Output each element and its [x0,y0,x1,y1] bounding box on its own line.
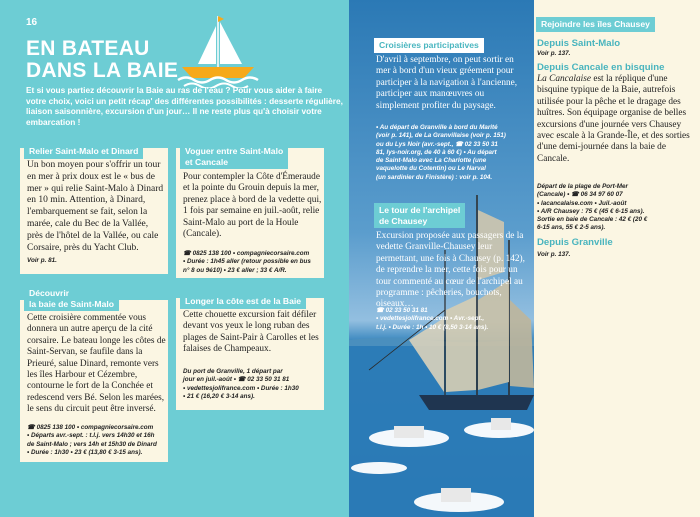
croisieres-body: D'avril à septembre, on peut sortir en mer à bord d'un vieux gréement pour participer à la navigation à l'ancienne, participer aux manœuvres ou simplement profiter du paysage. [376,55,518,111]
sub-cancale: Depuis Cancale en bisquine [537,62,665,73]
ref-saint-malo: Voir p. 137. [537,50,571,57]
left-page [0,0,349,517]
longer-info: Du port de Granville, 1 départ par jour en juil.-août • ☎ 02 33 50 31 81 • vedettesjolifrance.com • Durée : 1h30 • 21 € (16,20 € 3-14 ans). [183,368,299,400]
heading-longer: Longer la côte est de la Baie [180,294,306,309]
heading-rejoindre: Rejoindre les îles Chausey [536,17,655,32]
heading-tour: Le tour de l'archipel de Chausey [374,203,465,228]
decouvrir-info: ☎ 0825 138 100 • compagniecorsaire.com • Départs avr.-sept. : t.l.j. vers 14h30 et 16h de Saint-Malo ; vers 14h et 15h30 de Dinard • Durée : 1h30 • 23 € (13,80 € 3-15 ans). [27,424,157,456]
heading-relier: Relier Saint-Malo et Dinard [24,144,143,159]
voguer-body: Pour contempler la Côte d'Émeraude et la pointe du Grouin depuis la mer, prenez place à bord de la vedette qui, 1 fois par semaine en juil.-août, relie Saint-Malo au port de la Houle (Cancale). [183,172,322,240]
tour-body: Excursion proposée aux passagers de la vedette Granville-Chausey leur permettant, une fois à Chausey (p. 142), de reprendre la mer, cette fois pour un tour commenté au cœur de l'archipel au programme : pêcheries, bouchots, oiseaux… [376,231,525,310]
croisieres-info: • Au départ de Granville à bord du Marité (voir p. 141), de La Granvillaise (voir p. 151) ou du Lys Noir (avr.-sept., ☎ 02 33 50 31 81, lys-noir.org, de 40 à 60 €) • Au départ de Saint-Malo avec La Charlotte (une vaquelotte du Cotentin) ou Le Narval (un sardinier du Finistère) : voir p. 104. [376,124,506,181]
cancale-info: Départ de la plage de Port-Mer (Cancale) • ☎ 06 34 97 60 07 • lacancalaise.com • Juil.-août • A/R Chausey : 75 € (45 € 6-15 ans). Sortie en baie de Cancale : 42 € (20 € 6-15 ans, 55 € 2-5 ans). [537,183,648,232]
voguer-info: ☎ 0825 138 100 • compagniecorsaire.com • Durée : 1h45 aller (retour possible en bus n° 8 ou 9é10) • 23 € aller ; 33 € A/R. [183,250,311,274]
heading-voguer: Voguer entre Saint-Malo et Cancale [180,144,288,169]
page-number: 16 [26,17,38,28]
tour-info: ☎ 02 33 50 31 81 • vedettesjolifrance.com • Avr.-sept., t.l.j. • Durée : 1h • 10 € (8,50 3-14 ans). [376,307,489,331]
sub-saint-malo: Depuis Saint-Malo [537,38,621,49]
decouvrir-body: Cette croisière commentée vous donnera un autre aperçu de la cité corsaire. Le bateau longe les côtes de Saint-Servan, se faufile dans la Prieuré, salue Dinard, remonte vers les îles Harbour et Cézembre, contourne le fort de la Conchée et redescend vers Bé. Selon les marées, le sens du circuit peut être inversé. [27,313,166,415]
sub-granville: Depuis Granville [537,237,613,248]
cancale-body: La Cancalaise est la réplique d'une bisquine typique de la Baie, autrefois utilisée pour la pêche et le dragage des huîtres. Son équipage organise de belles excursions d'une journée vers Chausey avec escale à la Grande-Île, et des sorties d'une demi-journée dans la baie de Cancale. [537,74,690,164]
right-page [349,0,700,517]
sailboat-icon [176,12,260,88]
heading-decouvrir: Découvrir la baie de Saint-Malo [24,286,119,311]
ref-granville: Voir p. 137. [537,251,571,258]
relier-body: Un bon moyen pour s'offrir un tour en mer à prix doux est le « bus de mer » qui relie Saint-Malo à Dinard en 10 min. Attention, à Dinard, l'embarquement se fait, selon la marée, cale du Bec de la Vallée, près de l'hôtel de la Vallée, ou cale Corsaire, près du Yacht Club. Voir p. 81. [27,160,164,265]
heading-croisieres: Croisières participatives [374,38,484,53]
intro-text: Et si vous partiez découvrir la Baie au ras de l'eau ? Pour vous aider à faire votre choix, voici un petit récap' des différentes possibilités : desserte régulière, liaison saisonnière, excursion d'un jour… Il ne reste plus qu'à choisir votre embarcation ! [26,85,343,127]
page-title: EN BATEAU DANS LA BAIE [26,37,179,82]
longer-body: Cette chouette excursion fait défiler devant vos yeux le long ruban des plages de Saint-Pair à Carolles et les falaises de Champeaux. [183,310,319,355]
